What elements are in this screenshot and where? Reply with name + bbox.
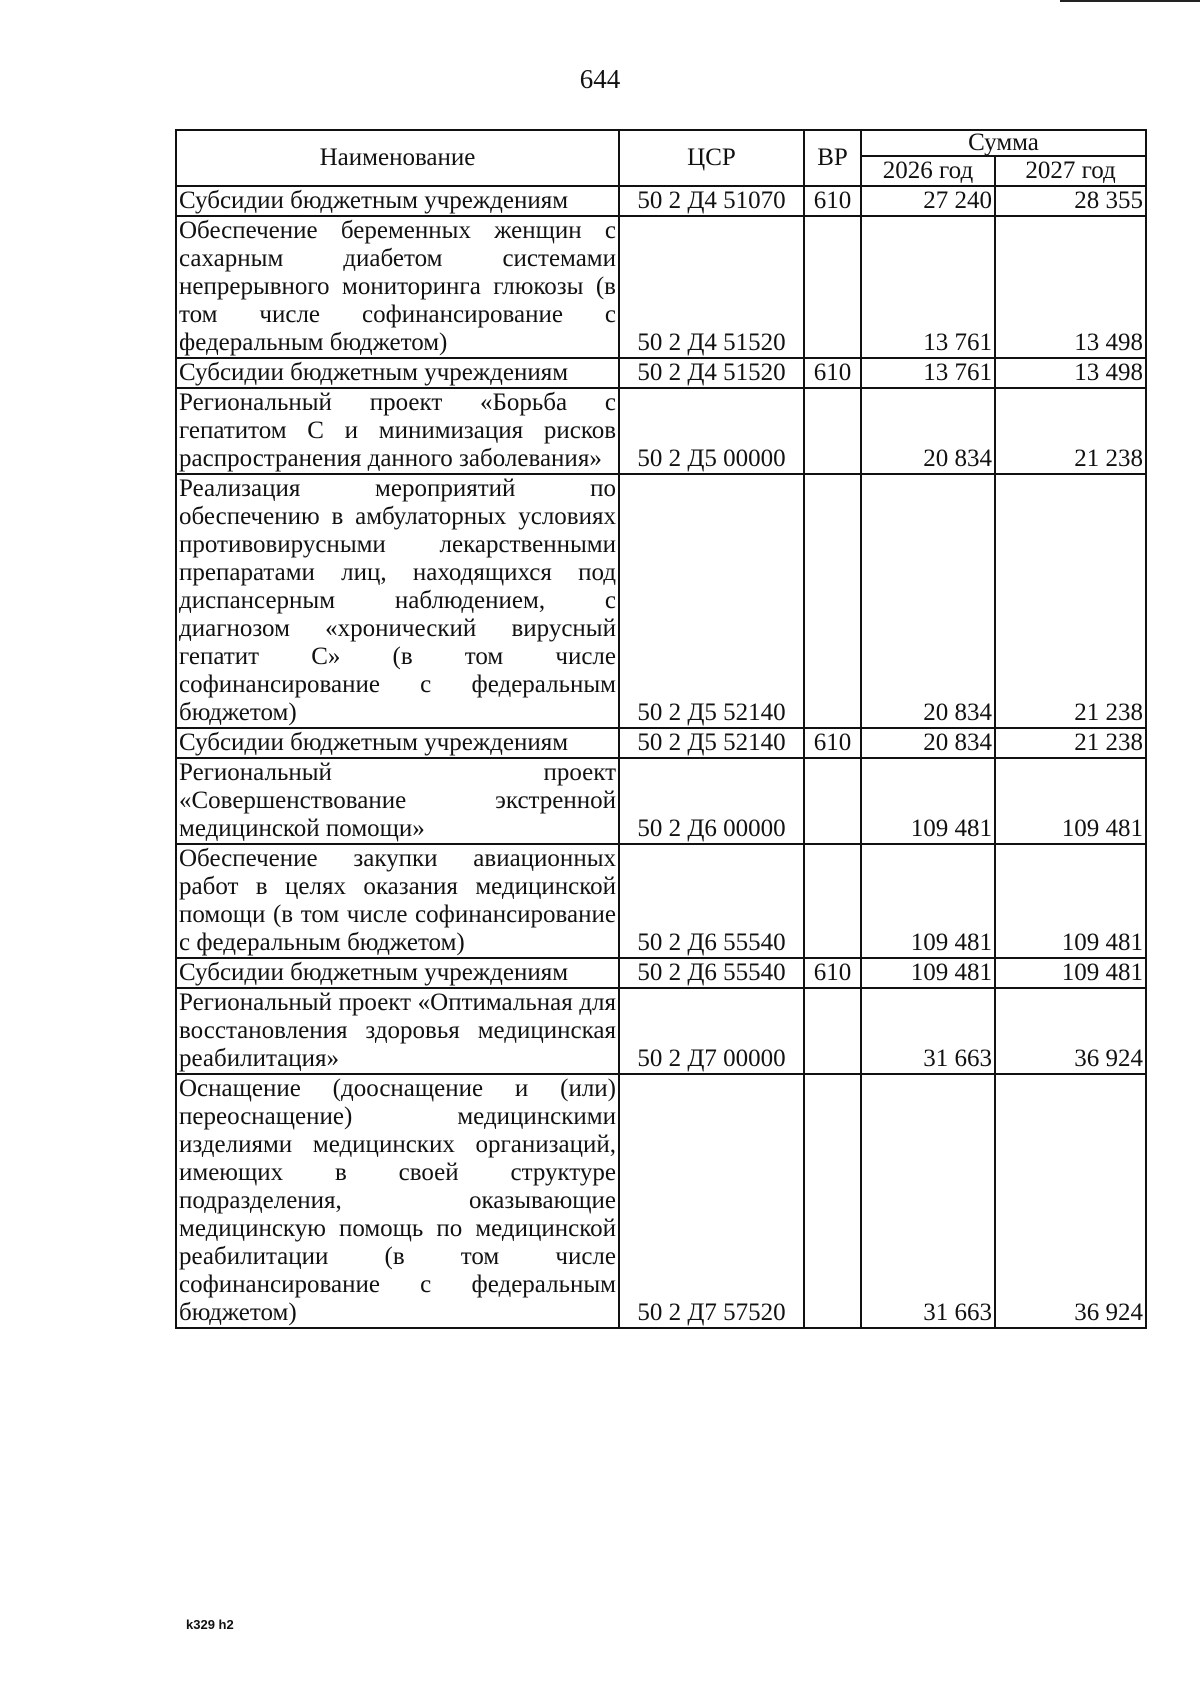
row-amount-2027: 109 481 [995,958,1146,988]
row-amount-2026: 31 663 [861,988,995,1074]
row-amount-2026: 109 481 [861,758,995,844]
row-name: Реализация мероприятий по обеспечению в амбулаторных условиях противовирусными лекарственными препаратами лиц, находящихся под диспансерным наблюдением, с диагнозом «хронический вирусный гепатит С» (в том числе софинансирование с федеральным бюджетом) [176,474,619,728]
row-vr [804,216,861,358]
row-name: Обеспечение беременных женщин с сахарным диабетом системами непрерывного мониторинга глюкозы (в том числе софинансирование с федеральным бюджетом) [176,216,619,358]
row-name: Региональный проект «Борьба с гепатитом С и минимизация рисков распространения данного заболевания» [176,388,619,474]
table-row [176,388,1146,474]
row-name: Оснащение (дооснащение и (или) переоснащение) медицинскими изделиями медицинских организаций, имеющих в своей структуре подразделения, оказывающие медицинскую помощь по медицинской реабилитации (в том числе софинансирование с федеральным бюджетом) [176,1074,619,1328]
row-csr: 50 2 Д6 00000 [619,758,804,844]
row-amount-2026: 109 481 [861,958,995,988]
row-csr: 50 2 Д6 55540 [619,958,804,988]
table-row [176,358,1146,388]
row-vr: 610 [804,728,861,758]
row-vr [804,988,861,1074]
row-csr: 50 2 Д4 51520 [619,358,804,388]
table-header [176,130,1146,186]
table-row [176,728,1146,758]
row-amount-2026: 31 663 [861,1074,995,1328]
row-amount-2027: 36 924 [995,988,1146,1074]
table-row [176,1074,1146,1328]
row-amount-2026: 27 240 [861,186,995,216]
row-amount-2027: 21 238 [995,728,1146,758]
table-body [176,186,1146,1328]
row-vr [804,844,861,958]
table-row [176,474,1146,728]
row-csr: 50 2 Д4 51070 [619,186,804,216]
header-year-2026: 2026 год [861,156,995,186]
row-amount-2027: 109 481 [995,844,1146,958]
row-amount-2027: 28 355 [995,186,1146,216]
row-vr [804,474,861,728]
header-csr: ЦСР [619,130,804,186]
row-csr: 50 2 Д7 00000 [619,988,804,1074]
row-vr: 610 [804,186,861,216]
row-csr: 50 2 Д5 00000 [619,388,804,474]
budget-table [175,129,1147,1329]
row-amount-2027: 21 238 [995,474,1146,728]
row-amount-2027: 109 481 [995,758,1146,844]
row-name: Региональный проект «Оптимальная для восстановления здоровья медицинская реабилитация» [176,988,619,1074]
row-amount-2026: 13 761 [861,358,995,388]
table-row [176,988,1146,1074]
row-amount-2026: 13 761 [861,216,995,358]
footer-code: k329 h2 [186,1617,234,1632]
table-row [176,186,1146,216]
row-csr: 50 2 Д7 57520 [619,1074,804,1328]
row-name: Субсидии бюджетным учреждениям [176,358,619,388]
row-csr: 50 2 Д6 55540 [619,844,804,958]
row-amount-2027: 36 924 [995,1074,1146,1328]
row-name: Региональный проект «Совершенствование экстренной медицинской помощи» [176,758,619,844]
row-name: Обеспечение закупки авиационных работ в целях оказания медицинской помощи (в том числе софинансирование с федеральным бюджетом) [176,844,619,958]
row-name: Субсидии бюджетным учреждениям [176,728,619,758]
row-csr: 50 2 Д4 51520 [619,216,804,358]
header-vr: ВР [804,130,861,186]
table-row [176,958,1146,988]
row-csr: 50 2 Д5 52140 [619,728,804,758]
row-vr: 610 [804,358,861,388]
row-vr [804,388,861,474]
header-sum: Сумма [861,130,1146,156]
row-amount-2026: 20 834 [861,728,995,758]
table-row [176,844,1146,958]
row-csr: 50 2 Д5 52140 [619,474,804,728]
header-year-2027: 2027 год [995,156,1146,186]
row-amount-2026: 20 834 [861,474,995,728]
row-amount-2027: 13 498 [995,358,1146,388]
header-name: Наименование [176,130,619,186]
page-number: 644 [579,64,621,94]
row-name: Субсидии бюджетным учреждениям [176,186,619,216]
row-name: Субсидии бюджетным учреждениям [176,958,619,988]
row-amount-2026: 109 481 [861,844,995,958]
row-vr [804,1074,861,1328]
row-vr [804,758,861,844]
table-row [176,758,1146,844]
row-vr: 610 [804,958,861,988]
row-amount-2027: 21 238 [995,388,1146,474]
top-edge-rule [1060,0,1200,2]
row-amount-2027: 13 498 [995,216,1146,358]
table-row [176,216,1146,358]
row-amount-2026: 20 834 [861,388,995,474]
